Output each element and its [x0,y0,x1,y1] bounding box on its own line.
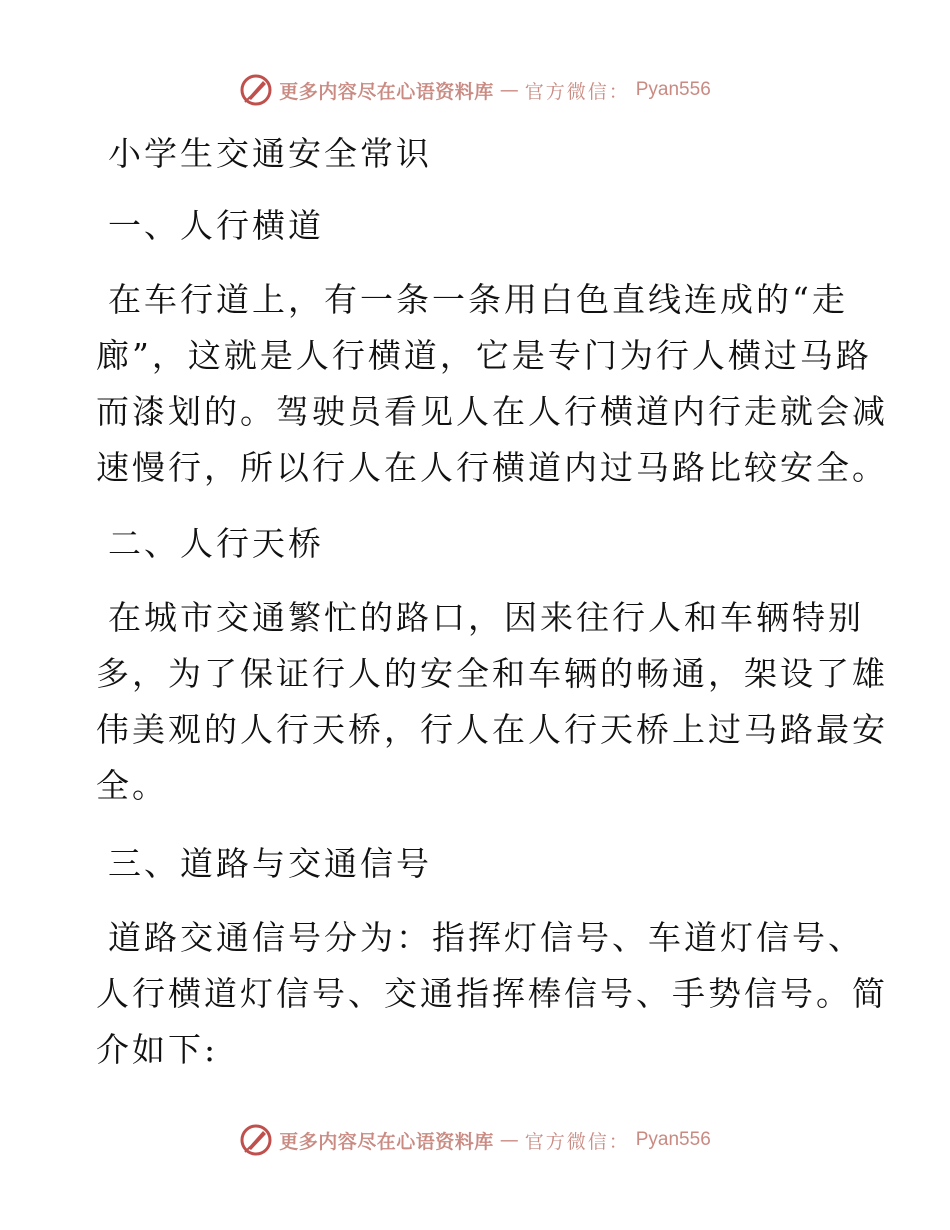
section-paragraph [96,590,888,814]
section-heading: 三、道路与交通信号 [108,844,432,883]
header-watermark [0,70,950,110]
watermark-brand: 更多内容尽在心语资料库 [279,1130,494,1153]
section-heading: 二、人行天桥 [108,524,324,563]
quill-logo-icon [239,73,273,107]
watermark-wechat-id: Pyan556 [635,79,711,100]
paragraph-line: 廊”，这就是人行横道，它是专门为行人横过马路 [96,336,872,375]
section-heading: 一、人行横道 [108,206,324,245]
paragraph-line: 道路交通信号分为：指挥灯信号、车道灯信号、 [108,918,864,957]
watermark-official-label: 官方微信： [524,1130,630,1153]
paragraph-line: 速慢行，所以行人在人行横道内过马路比较安全。 [96,448,888,487]
quill-logo-icon [239,1123,273,1157]
paragraph-line: 全。 [96,766,168,805]
paragraph-line: 多，为了保证行人的安全和车辆的畅通，架设了雄 [96,654,888,693]
watermark-wechat-id: Pyan556 [635,1129,711,1150]
section-paragraph [96,272,888,496]
paragraph-line: 伟美观的人行天桥，行人在人行天桥上过马路最安 [96,710,888,749]
paragraph-line: 在车行道上，有一条一条用白色直线连成的“走 [108,280,848,319]
watermark-dash: — [499,1129,519,1151]
watermark-official-label: 官方微信： [524,80,630,103]
watermark-dash: — [499,79,519,101]
section-paragraph [96,910,888,1078]
paragraph-line: 介如下: [96,1030,219,1069]
paragraph-line: 人行横道灯信号、交通指挥棒信号、手势信号。简 [96,974,888,1013]
watermark-brand: 更多内容尽在心语资料库 [279,80,494,103]
document-title: 小学生交通安全常识 [108,134,432,173]
paragraph-line: 在城市交通繁忙的路口，因来往行人和车辆特别 [108,598,864,637]
paragraph-line: 而漆划的。驾驶员看见人在人行横道内行走就会减 [96,392,888,431]
footer-watermark [0,1120,950,1160]
